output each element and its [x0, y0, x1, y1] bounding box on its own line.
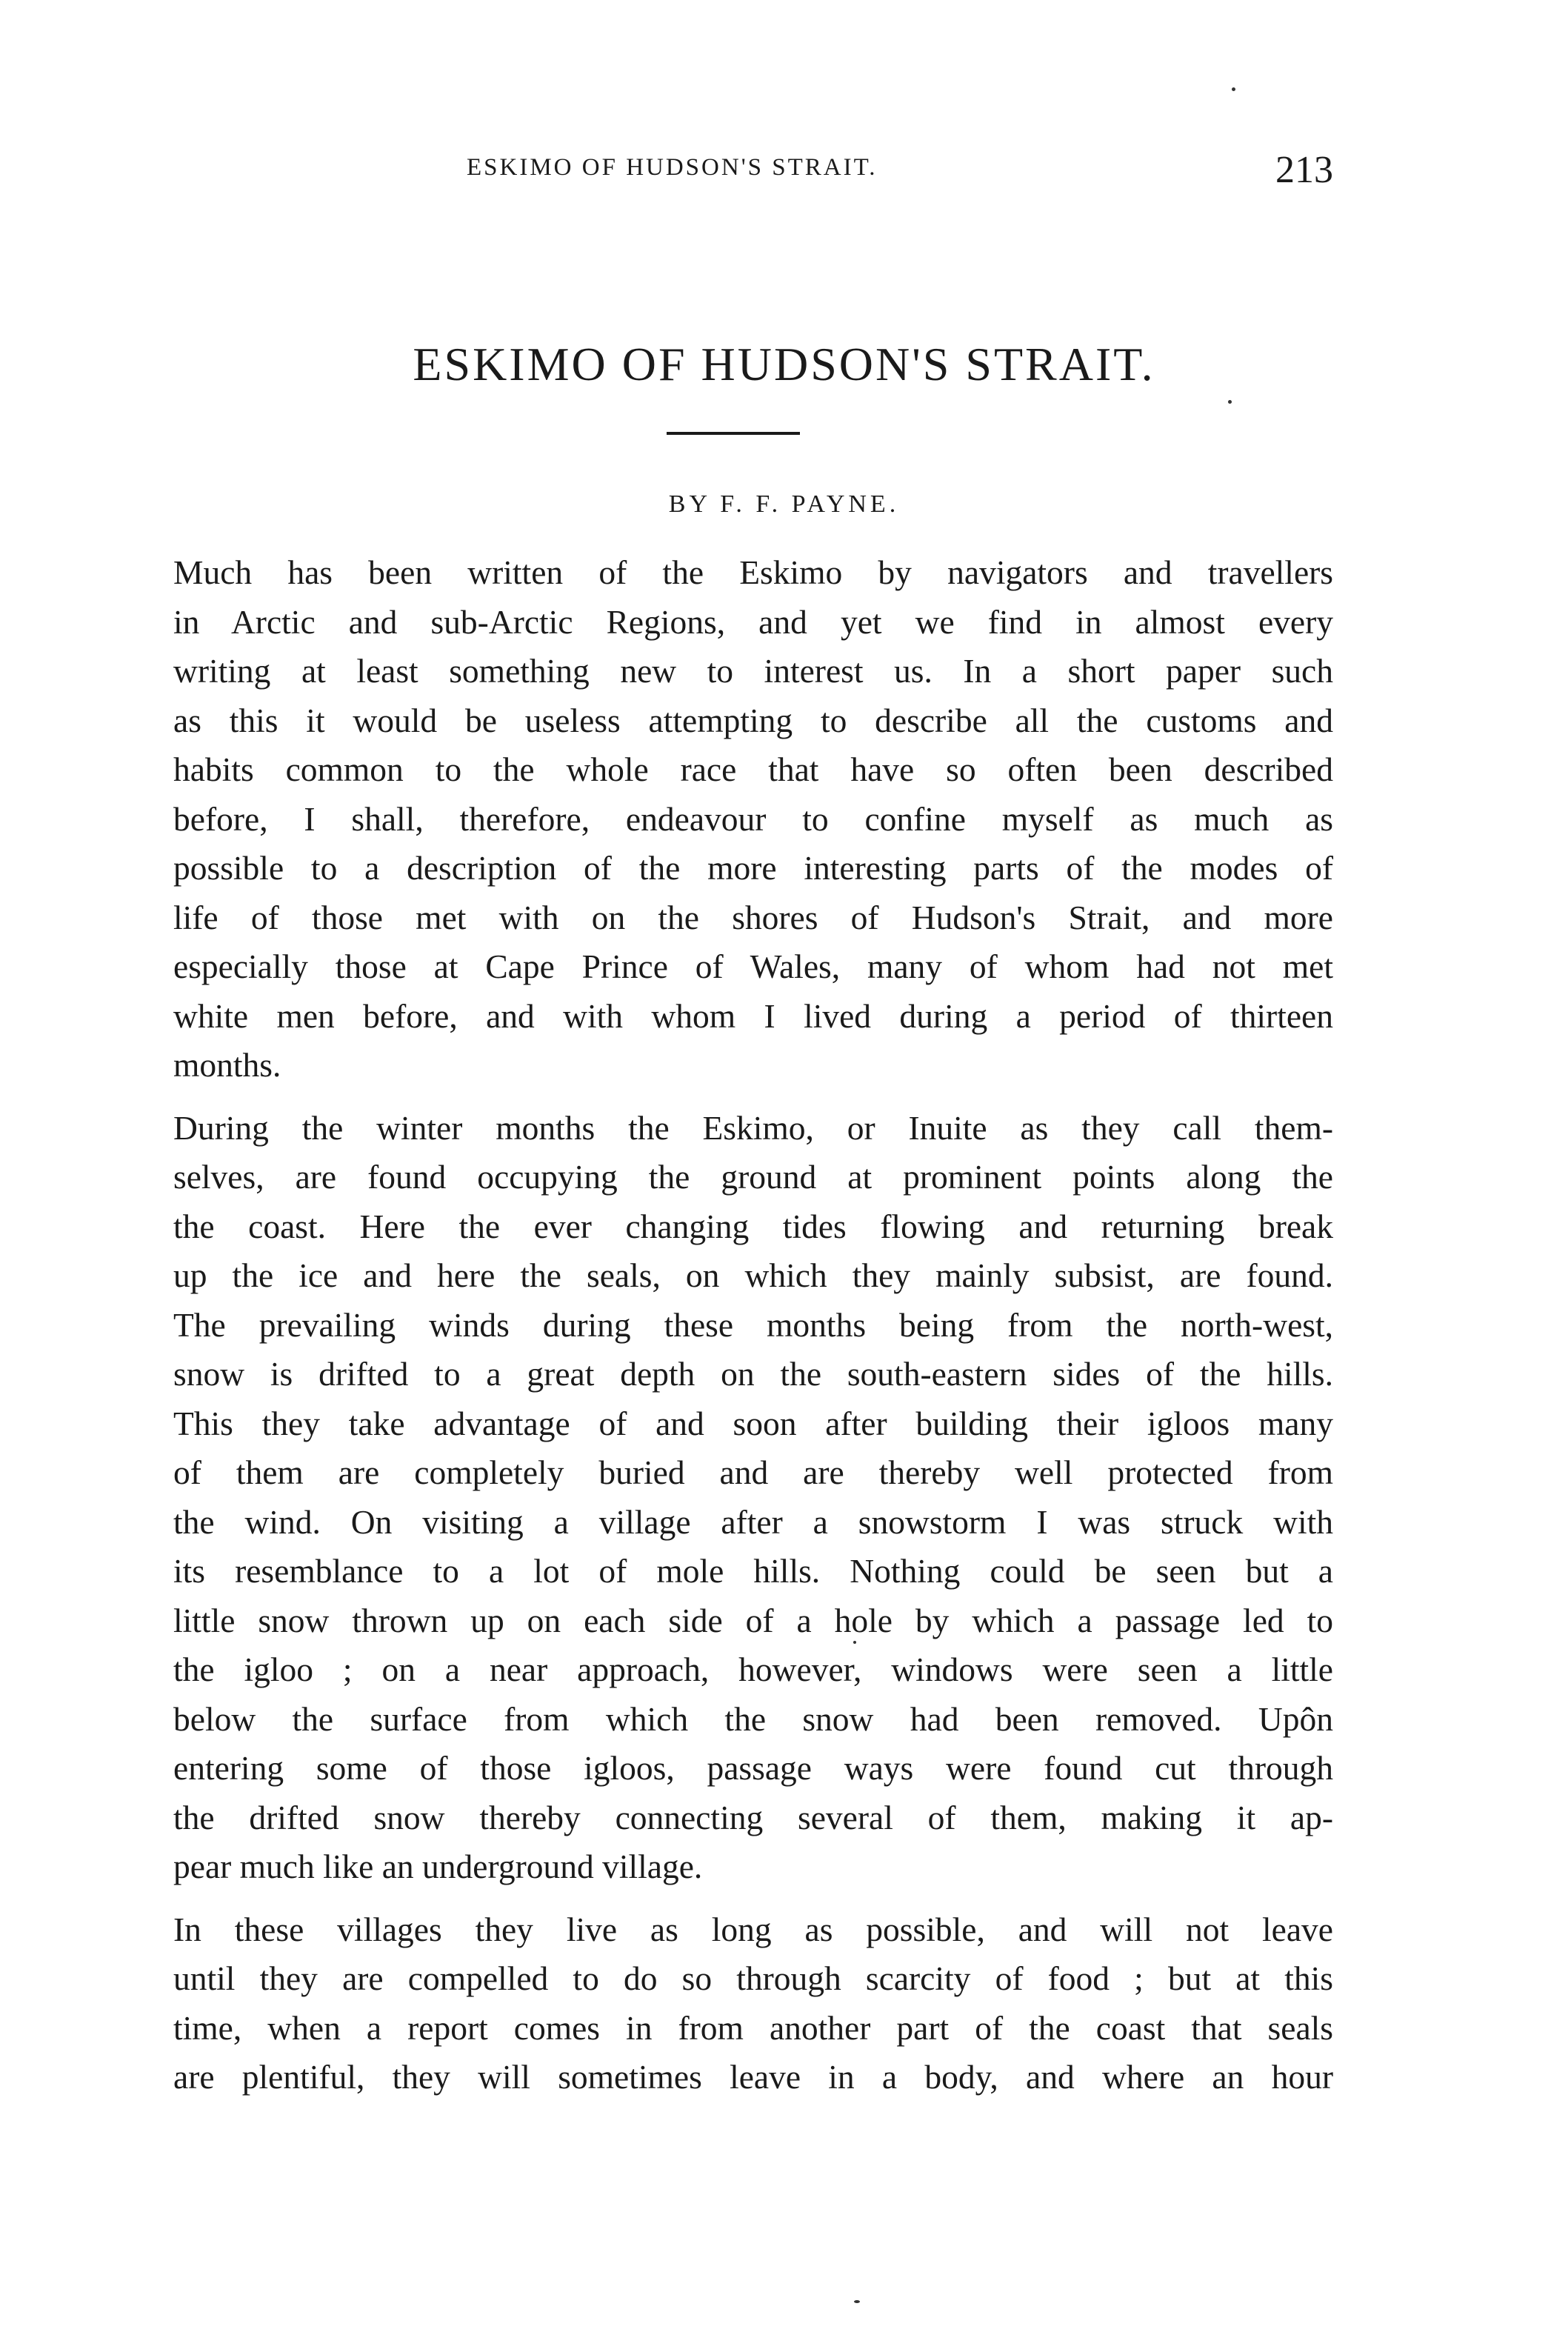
text-line: the wind. On visiting a village after a snowstorm I was struck with [173, 1502, 1333, 1541]
text-line: During the winter months the Eskimo, or Inuite as they call them- [173, 1108, 1333, 1147]
text-line: in Arctic and sub-Arctic Regions, and yet we find in almost every [173, 602, 1333, 641]
text-line: are plentiful, they will sometimes leave in a body, and where an hour [173, 2058, 1333, 2096]
text-line: the coast. Here the ever changing tides flowing and returning break [173, 1207, 1333, 1245]
page-number: 213 [1275, 149, 1333, 191]
text-line: This they take advantage of and soon after building their igloos many [173, 1404, 1333, 1442]
text-line: Much has been written of the Eskimo by navigators and travellers [173, 553, 1333, 591]
print-speck [1232, 87, 1235, 91]
title-divider-rule [667, 432, 800, 435]
text-line: below the surface from which the snow had been removed. Upôn [173, 1699, 1333, 1738]
text-line: until they are compelled to do so through scarcity of food ; but at this [173, 1959, 1333, 1997]
running-head [178, 148, 1333, 193]
author-byline: BY F. F. PAYNE. [668, 490, 900, 518]
text-line: habits common to the whole race that have so often been described [173, 750, 1333, 788]
text-line: entering some of those igloos, passage ways were found cut through [173, 1749, 1333, 1787]
print-speck [854, 2300, 860, 2303]
text-line: little snow thrown up on each side of a hole by which a passage led to [173, 1601, 1333, 1639]
paragraph [173, 1905, 1333, 2102]
article-title: ESKIMO OF HUDSON'S STRAIT. [413, 338, 1155, 390]
text-line: of them are completely buried and are thereby well protected from [173, 1453, 1333, 1491]
article-body [173, 548, 1333, 2102]
text-line: life of those met with on the shores of Hudson's Strait, and more [173, 898, 1333, 936]
print-speck [853, 1641, 856, 1644]
text-line: selves, are found occupying the ground at prominent points along the [173, 1158, 1333, 1196]
text-line: months. [173, 1046, 281, 1084]
text-line: the drifted snow thereby connecting several of them, making it ap- [173, 1798, 1333, 1836]
text-line: especially those at Cape Prince of Wales, many of whom had not met [173, 947, 1333, 985]
text-line: possible to a description of the more interesting parts of the modes of [173, 849, 1333, 887]
text-line: before, I shall, therefore, endeavour to confine myself as much as [173, 799, 1333, 838]
text-line: snow is drifted to a great depth on the south-eastern sides of the hills. [173, 1355, 1333, 1393]
paragraph [173, 1104, 1333, 1892]
text-line: The prevailing winds during these months being from the north-west, [173, 1305, 1333, 1344]
paragraph [173, 548, 1333, 1090]
running-head-title: ESKIMO OF HUDSON'S STRAIT. [467, 154, 878, 181]
text-line: white men before, and with whom I lived during a period of thirteen [173, 996, 1333, 1035]
text-line: the igloo ; on a near approach, however, windows were seen a little [173, 1650, 1333, 1688]
text-line: up the ice and here the seals, on which they mainly subsist, are found. [173, 1256, 1333, 1294]
print-speck [1228, 400, 1232, 404]
text-line: time, when a report comes in from another part of the coast that seals [173, 2008, 1333, 2047]
text-line: as this it would be useless attempting to describe all the customs and [173, 701, 1333, 739]
text-line: pear much like an underground village. [173, 1848, 703, 1885]
text-line: In these villages they live as long as possible, and will not leave [173, 1910, 1333, 1948]
text-line: its resemblance to a lot of mole hills. Nothing could be seen but a [173, 1552, 1333, 1590]
text-line: writing at least something new to interest us. In a short paper such [173, 652, 1333, 690]
